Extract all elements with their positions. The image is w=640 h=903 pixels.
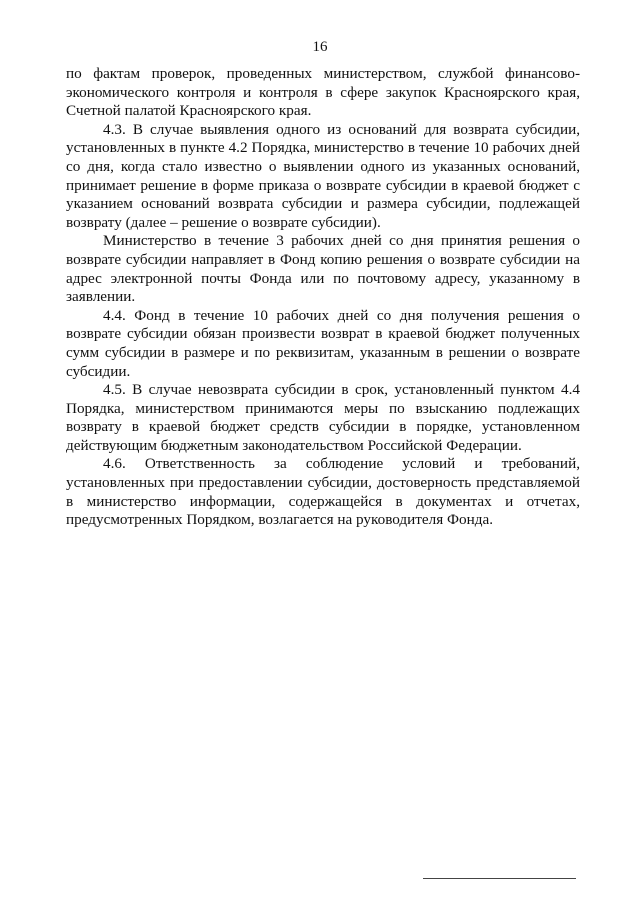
paragraph-4-3: 4.3. В случае выявления одного из оснований для возврата субсидии, установленных в пункте 4.2 Порядка, министерство в течение 10 рабочих дней со дня, когда стало известно о выявлении одного из указанных оснований, принимает решение в форме приказа о возврате субсидии в краевой бюджет с указанием оснований возврата субсидии и размера субсидии, подлежащей возврату (далее – решение о возврате субсидии). bbox=[66, 120, 580, 231]
paragraph-4-6: 4.6. Ответственность за соблюдение условий и требований, установленных при предоставлении субсидии, достоверность представляемой в министерство информации, содержащейся в документах и отчетах, предусмотренных Порядком, возлагается на руководителя Фонда. bbox=[66, 455, 580, 529]
paragraph-4-4: 4.4. Фонд в течение 10 рабочих дней со дня получения решения о возврате субсидии обязан произвести возврат в краевой бюджет полученных сумм субсидии в размере и по реквизитам, указанным в решении о возврате субсидии. bbox=[66, 306, 580, 380]
page-number: 16 bbox=[312, 39, 328, 55]
paragraph-4-5: 4.5. В случае невозврата субсидии в срок, установленный пунктом 4.4 Порядка, министерством принимаются меры по взысканию подлежащих возврату в краевой бюджет средств субсидии в порядке, установленном действующим бюджетным законодательством Российской Федерации. bbox=[66, 381, 580, 454]
paragraph-continuation: по фактам проверок, проведенных министерством, службой финансово-экономического контроля и контроля в сфере закупок Красноярского края, Счетной палатой Красноярского края. bbox=[66, 65, 580, 120]
footer-divider bbox=[423, 878, 576, 879]
document-body bbox=[66, 65, 580, 530]
paragraph-4-3-notification: Министерство в течение 3 рабочих дней со дня принятия решения о возврате субсидии направляет в Фонд копию решения о возврате субсидии на адрес электронной почты Фонда или по почтовому адресу, указанному в заявлении. bbox=[66, 232, 580, 306]
